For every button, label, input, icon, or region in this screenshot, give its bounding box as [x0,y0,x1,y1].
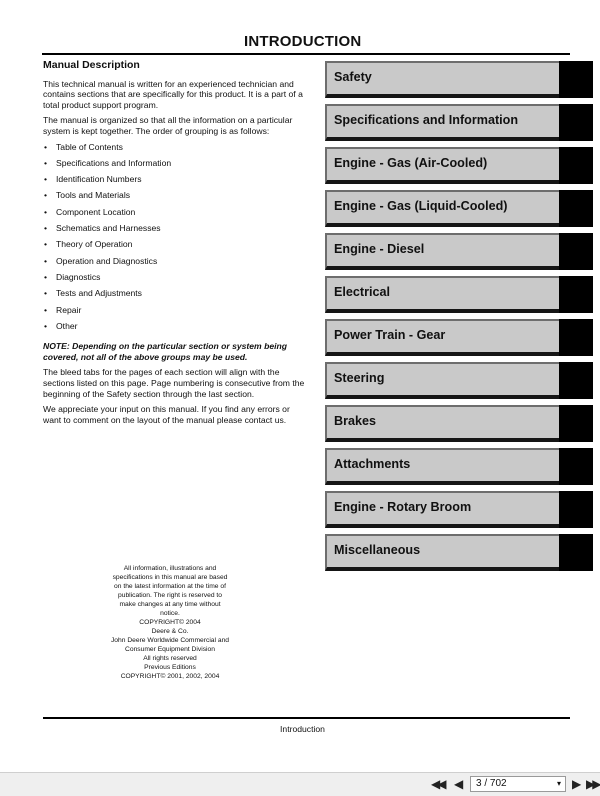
first-page-icon[interactable]: ◀◀ [431,777,444,791]
list-item-label: Tools and Materials [56,190,131,201]
tab-label: Steering [334,371,385,385]
last-page-icon[interactable]: ▶▶ [586,777,599,791]
bullet-icon: • [44,304,48,315]
list-item-label: Diagnostics [56,271,101,282]
list-item [43,305,305,321]
bleed-tab [559,448,593,485]
manual-description [43,60,305,430]
copyright-line: notice. [160,610,180,617]
copyright-line: make changes at any time without [119,601,221,608]
copyright-line: on the latest information at the time of [114,583,226,590]
copyright-line: All rights reserved [143,655,197,662]
bleed-tab [559,362,593,399]
tab-label: Attachments [334,457,411,471]
bullet-icon: • [44,223,48,234]
feedback-paragraph: We appreciate your input on this manual. If you find any errors or want to comment on the layout of the manual please contact us. [43,404,290,425]
list-item [43,207,305,223]
bullet-icon: • [44,239,48,250]
bleed-tab [559,491,593,528]
copyright-line: Previous Editions [144,664,196,671]
copyright-line: specifications in this manual are based [112,574,228,581]
copyright-line: COPYRIGHT© 2001, 2002, 2004 [120,673,220,680]
intro-paragraph: This technical manual is written for an experienced technician and contains sections that are specifically for this product. It is a part of a total product support program. [43,78,303,110]
section-tab-miscellaneous[interactable] [325,534,593,571]
viewer-toolbar [0,772,600,796]
page-title: INTRODUCTION [244,33,362,50]
list-item-label: Theory of Operation [56,239,133,250]
tab-label: Miscellaneous [334,543,421,557]
bullet-icon: • [44,174,48,185]
copyright-line: COPYRIGHT© 2004 [139,619,201,626]
copyright-line: All information, illustrations and [123,565,217,572]
note-paragraph: NOTE: Depending on the particular section or system being covered, not all of the above groups may be used. [43,341,288,362]
tab-label: Engine - Gas (Liquid-Cooled) [334,199,508,213]
bleed-tab [559,319,593,356]
list-item-label: Repair [56,304,82,315]
page-number-field[interactable] [470,776,566,792]
section-tab-engine-diesel[interactable] [325,233,593,270]
tab-label: Brakes [334,414,377,428]
section-tab-rotary-broom[interactable] [325,491,593,528]
chevron-down-icon[interactable]: ▾ [556,779,561,788]
list-item-label: Operation and Diagnostics [56,255,158,266]
list-item-label: Schematics and Harnesses [56,223,161,234]
title-rule [42,53,570,55]
copyright-line: publication. The right is reserved to [118,592,222,599]
section-tab-engine-gas-liquid[interactable] [325,190,593,227]
bullet-icon: • [44,271,48,282]
list-item [43,239,305,255]
section-tab-attachments[interactable] [325,448,593,485]
previous-page-icon[interactable]: ◀ [454,777,464,791]
list-item-label: Tests and Adjustments [56,288,142,299]
organization-paragraph: The manual is organized so that all the information on a particular system is kept together. The order of grouping is as follows: [43,115,293,136]
tab-label: Specifications and Information [334,113,519,127]
footer-rule [43,717,570,719]
list-item [43,190,305,206]
bleed-tab [559,534,593,571]
next-page-icon[interactable]: ▶ [572,777,582,791]
list-item-label: Specifications and Information [56,157,172,168]
bleed-tab [559,61,593,98]
list-item [43,174,305,190]
bleed-tab [559,190,593,227]
bullet-icon: • [44,320,48,331]
list-item [43,321,305,337]
bullet-icon: • [44,157,48,168]
copyright-notice [100,564,240,681]
list-item-label: Other [56,320,78,331]
list-item [43,288,305,304]
bullet-icon: • [44,190,48,201]
list-item-label: Identification Numbers [56,174,142,185]
list-item [43,142,305,158]
section-tab-steering[interactable] [325,362,593,399]
section-tab-engine-gas-air[interactable] [325,147,593,184]
list-item [43,272,305,288]
bleed-tab [559,276,593,313]
tab-label: Power Train - Gear [334,328,446,342]
tab-label: Engine - Diesel [334,242,425,256]
list-item [43,256,305,272]
list-item [43,223,305,239]
list-item-label: Component Location [56,206,136,217]
bleed-tabs-paragraph: The bleed tabs for the pages of each section will align with the sections listed on this page. Page numbering is consecutive from the beginning of the Safety section through the last section. [43,367,305,399]
section-tab-safety[interactable] [325,61,593,98]
bleed-tab [559,405,593,442]
section-tab-brakes[interactable] [325,405,593,442]
section-tab-power-train[interactable] [325,319,593,356]
bleed-tab [559,104,593,141]
page-footer: Introduction [280,724,325,734]
copyright-line: John Deere Worldwide Commercial and [110,637,230,644]
section-tab-electrical[interactable] [325,276,593,313]
bullet-icon: • [44,255,48,266]
bullet-icon: • [44,206,48,217]
tab-label: Safety [334,70,372,84]
bullet-icon: • [44,141,48,152]
grouping-list [43,142,305,338]
list-item [43,158,305,174]
tab-label: Engine - Rotary Broom [334,500,472,514]
section-tab-specifications[interactable] [325,104,593,141]
bleed-tab [559,147,593,184]
copyright-line: Consumer Equipment Division [125,646,215,653]
tab-label: Electrical [334,285,391,299]
page-indicator: 3 / 702 [476,778,507,789]
bullet-icon: • [44,288,48,299]
bleed-tab [559,233,593,270]
tab-label: Engine - Gas (Air-Cooled) [334,156,488,170]
section-tabs [325,61,593,577]
copyright-line: Deere & Co. [151,628,189,635]
section-heading: Manual Description [43,59,140,71]
list-item-label: Table of Contents [56,141,123,152]
